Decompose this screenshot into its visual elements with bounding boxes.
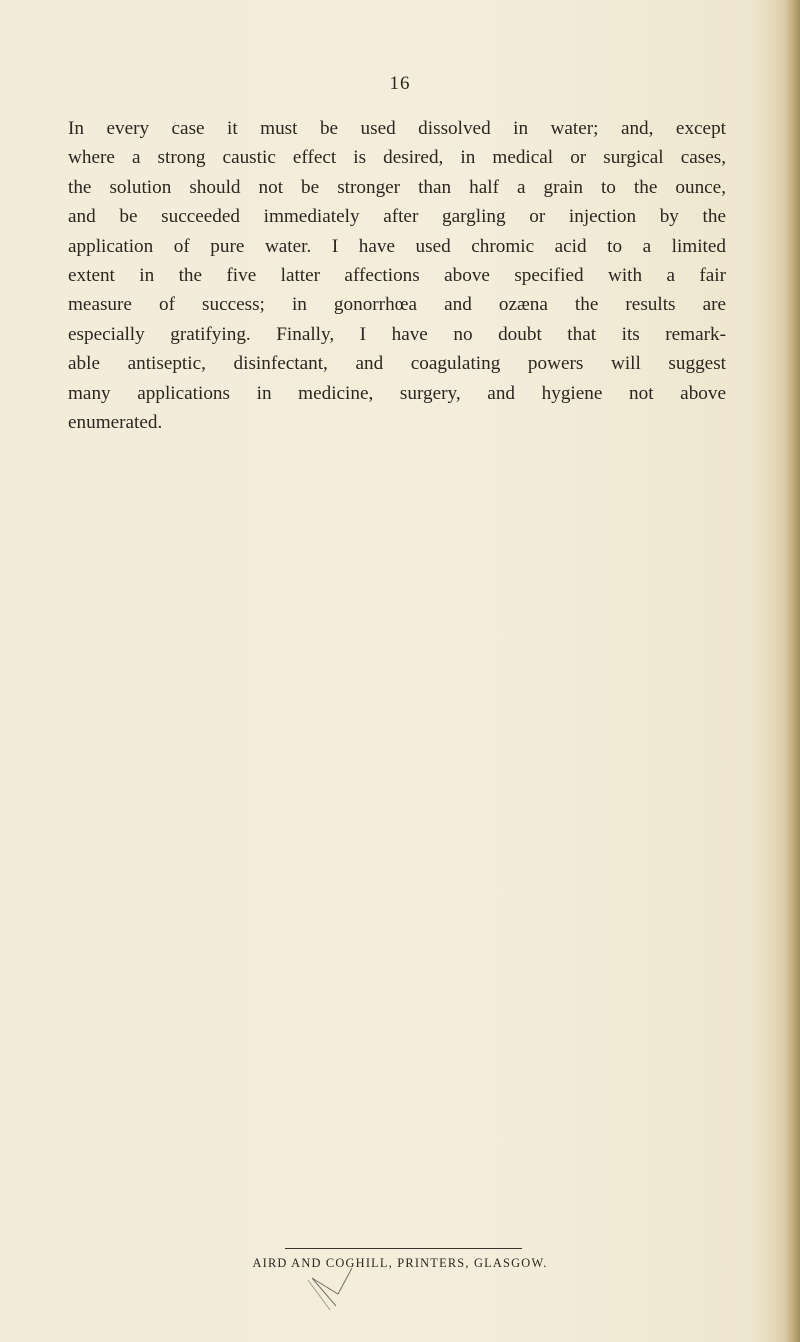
text-line: In every case it must be used dissolved in water; and, except	[68, 118, 726, 139]
page-edge-wear	[784, 0, 800, 1342]
text-line: the solution should not be stronger than half a grain to the ounce,	[68, 176, 726, 198]
page-number: 16	[389, 73, 411, 94]
body-paragraph	[68, 114, 726, 437]
text-line: able antiseptic, disinfectant, and coagulating powers will suggest	[68, 353, 726, 375]
text-line: application of pure water. I have used chromic acid to a limited	[68, 235, 726, 257]
text-line: measure of success; in gonorrhœa and ozæna the results are	[68, 294, 726, 316]
printer-imprint: AIRD AND COGHILL, PRINTERS, GLASGOW.	[252, 1256, 548, 1270]
text-line: enumerated.	[68, 412, 163, 434]
pen-flourish-mark	[300, 1266, 360, 1316]
text-line: and be succeeded immediately after gargling or injection by the	[68, 206, 726, 228]
text-line: especially gratifying. Finally, I have no doubt that its remark-	[68, 323, 726, 345]
imprint-rule	[285, 1248, 522, 1249]
text-line: extent in the five latter affections above specified with a fair	[68, 265, 726, 287]
text-line: where a strong caustic effect is desired, in medical or surgical cases,	[68, 147, 726, 169]
text-line: many applications in medicine, surgery, and hygiene not above	[68, 382, 726, 404]
